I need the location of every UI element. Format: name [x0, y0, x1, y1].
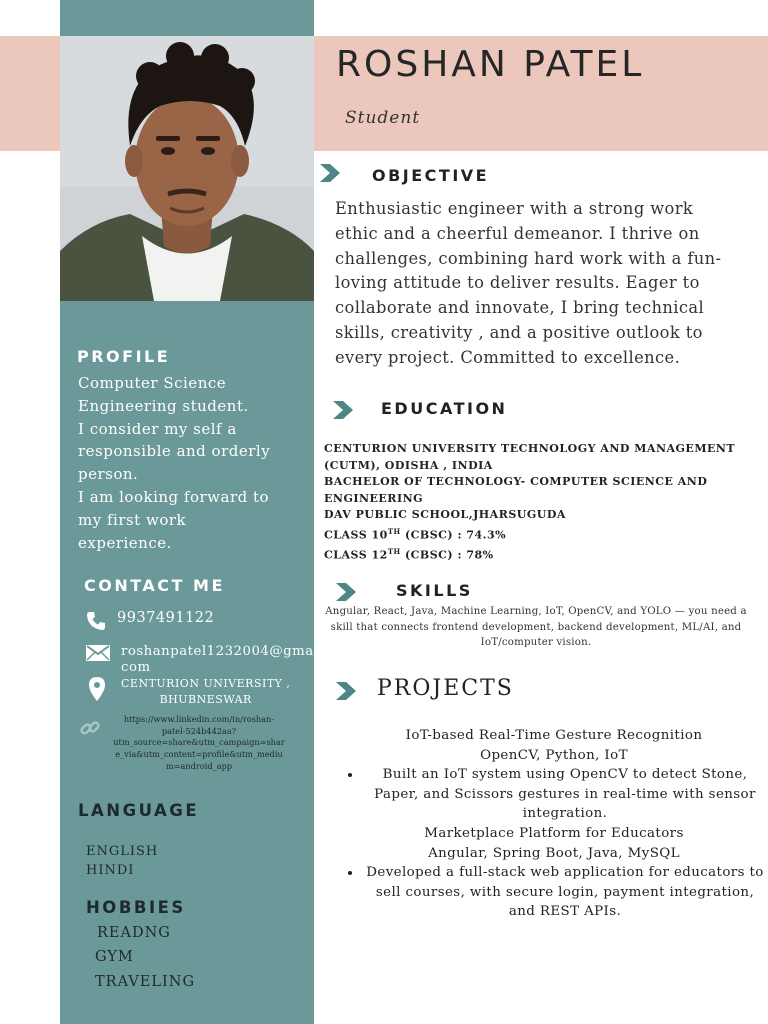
education-university: CENTURION UNIVERSITY TECHNOLOGY AND MANAGEMENT (CUTM), ODISHA , INDIA	[324, 442, 736, 472]
link-icon	[80, 718, 100, 738]
email-link[interactable]: roshanpatel1232004@gmail. com	[121, 644, 328, 675]
language-item: HINDI	[86, 863, 135, 878]
hobby-item: TRAVELING	[95, 974, 196, 990]
project-2-stack: Angular, Spring Boot, Java, MySQL	[428, 845, 680, 861]
profile-photo	[60, 36, 314, 301]
envelope-icon	[86, 645, 110, 661]
address-text: CENTURION UNIVERSITY , BHUBNESWAR	[121, 677, 291, 706]
project-1-description: • Built an IoT system using OpenCV to detect Stone, Paper, and Scissors gestures in real-time with sensor integration.	[362, 765, 768, 824]
chevron-right-icon	[320, 164, 346, 182]
projects-title: PROJECTS	[377, 676, 514, 701]
hobby-item: GYM	[95, 949, 134, 965]
profile-text: Computer Science Engineering student. I consider my self a responsible and orderly person. I am looking forward to my first work experience.	[78, 374, 271, 552]
chevron-right-icon	[336, 682, 362, 700]
education-class12: CLASS 12TH (CBSC) : 78%	[324, 547, 494, 562]
education-school: DAV PUBLIC SCHOOL,JHARSUGUDA	[324, 508, 566, 522]
skills-title: SKILLS	[396, 581, 473, 600]
education-class10: CLASS 10TH (CBSC) : 74.3%	[324, 526, 507, 542]
project-1-stack: OpenCV, Python, IoT	[480, 747, 628, 763]
contact-title: CONTACT ME	[84, 576, 225, 595]
objective-text: Enthusiastic engineer with a strong work ethic and a cheerful demeanor. I thrive on challenges, combining hard work with a fun-loving attitude to deliver results. Eager to collaborate and innovate, I bring technical skills, creativity , and a positive outlook to every project. Committed to excellence.	[335, 199, 722, 367]
language-item: ENGLISH	[86, 844, 159, 859]
language-title: LANGUAGE	[78, 801, 200, 820]
hobby-item: READNG	[97, 925, 171, 941]
language-list	[86, 842, 158, 880]
projects-block	[340, 726, 768, 922]
candidate-role: Student	[345, 108, 421, 128]
objective-title: OBJECTIVE	[372, 166, 490, 185]
project-1-title: IoT-based Real-Time Gesture Recognition	[405, 728, 703, 743]
project-2-title: Marketplace Platform for Educators	[424, 825, 684, 841]
education-degree: BACHELOR OF TECHNOLOGY- COMPUTER SCIENCE AND ENGINEERING	[324, 475, 708, 505]
location-pin-icon	[89, 677, 105, 701]
linkedin-link[interactable]: https://www.linkedin.com/in/roshan- patel-524b442aa? utm_source=share&utm_campaign=shar e_via&utm_content=profile&utm_mediu m=android_app	[113, 714, 285, 771]
skills-text: Angular, React, Java, Machine Learning, IoT, OpenCV, and YOLO — you need a skill that connects frontend development, backend development, ML/AI, and IoT/computer vision.	[325, 606, 747, 648]
phone-link[interactable]: 9937491122	[117, 610, 215, 626]
education-block	[324, 441, 754, 564]
phone-icon	[86, 611, 106, 631]
chevron-right-icon	[336, 583, 362, 601]
candidate-name: ROSHAN PATEL	[336, 44, 645, 85]
chevron-right-icon	[333, 401, 359, 419]
profile-title: PROFILE	[77, 347, 171, 366]
project-2-description: • Developed a full-stack web application for educators to sell courses, with secure login, payment integration, and REST APIs.	[362, 863, 768, 922]
hobbies-title: HOBBIES	[86, 898, 186, 917]
education-title: EDUCATION	[381, 399, 508, 418]
